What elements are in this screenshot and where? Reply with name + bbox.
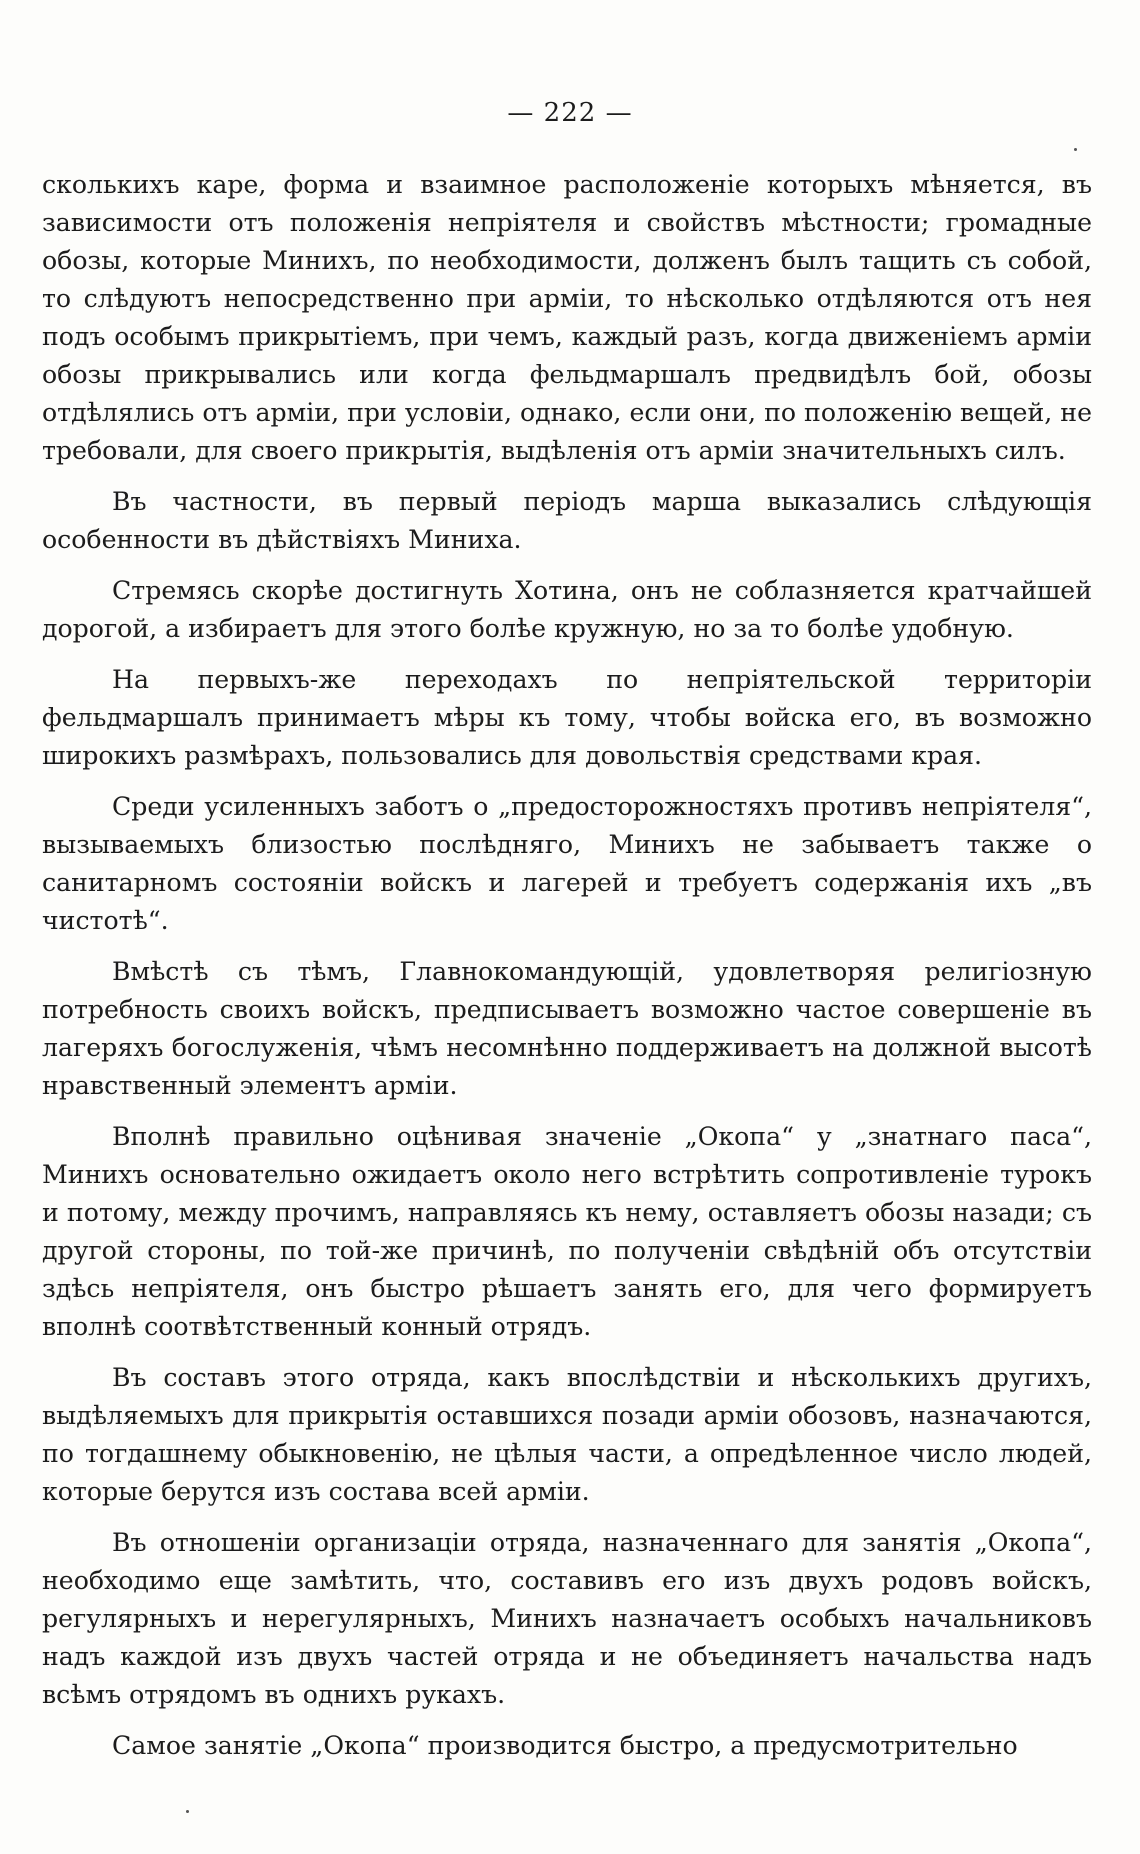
paragraph: Самое занятіе „Окопа“ производится быстро, а предусмотрительно: [112, 1731, 1018, 1760]
paragraph: Въ составъ этого отряда, какъ впослѣдствіи и нѣсколькихъ другихъ, выдѣляемыхъ для прикрытія оставшихся позади арміи обозовъ, назначаются, по тогдашнему обыкновенію, не цѣлыя части, а опредѣленное число людей, которые берутся изъ состава всей арміи.: [42, 1363, 1092, 1506]
paragraph: сколькихъ каре, форма и взаимное расположеніе которыхъ мѣняется, въ зависимости отъ положенія непріятеля и свойствъ мѣстности; громадные обозы, которые Минихъ, по необходимости, долженъ былъ тащить съ собой, то слѣдуютъ непосредственно при арміи, то нѣсколько отдѣляются отъ нея подъ особымъ прикрытіемъ, при чемъ, каждый разъ, когда движеніемъ арміи обозы прикрывались или когда фельдмаршалъ предвидѣлъ бой, обозы отдѣлялись отъ арміи, при условіи, однако, если они, по положенію вещей, не требовали, для своего прикрытія, выдѣленія отъ арміи значительныхъ силъ.: [42, 170, 1092, 465]
paragraph: Въ отношеніи организаціи отряда, назначеннаго для занятія „Окопа“, необходимо еще замѣтить, что, составивъ его изъ двухъ родовъ войскъ, регулярныхъ и нерегулярныхъ, Минихъ назначаетъ особыхъ начальниковъ надъ каждой изъ двухъ частей отряда и не объединяетъ начальства надъ всѣмъ отрядомъ въ однихъ рукахъ.: [42, 1528, 1092, 1709]
paragraph: Вполнѣ правильно оцѣнивая значеніе „Окопа“ у „знатнаго паса“, Минихъ основательно ожидаетъ около него встрѣтить сопротивленіе турокъ и потому, между прочимъ, направляясь къ нему, оставляетъ обозы назади; съ другой стороны, по той-же причинѣ, по полученіи свѣдѣній объ отсутствіи здѣсь непріятеля, онъ быстро рѣшаетъ занять его, для чего формируетъ вполнѣ соотвѣтственный конный отрядъ.: [42, 1122, 1092, 1341]
paragraph: Въ частности, въ первый періодъ марша выказались слѣдующія особенности въ дѣйствіяхъ Миниха.: [42, 487, 1092, 554]
paragraph: Среди усиленныхъ заботъ о „предосторожностяхъ противъ непріятеля“, вызываемыхъ близостью послѣдняго, Минихъ не забываетъ также о санитарномъ состояніи войскъ и лагерей и требуетъ содержанія ихъ „въ чистотѣ“.: [42, 792, 1092, 935]
print-speck: [186, 1810, 189, 1813]
paragraph: Стремясь скорѣе достигнуть Хотина, онъ не соблазняется кратчайшей дорогой, а избираетъ для этого болѣе кружную, но за то болѣе удобную.: [42, 576, 1092, 643]
print-speck: [1074, 148, 1077, 151]
page-number: — 222 —: [507, 98, 633, 128]
paragraph: Вмѣстѣ съ тѣмъ, Главнокомандующій, удовлетворяя религіозную потребность своихъ войскъ, предписываетъ возможно частое совершеніе въ лагеряхъ богослуженія, чѣмъ несомнѣнно поддерживаетъ на должной высотѣ нравственный элементъ арміи.: [42, 957, 1092, 1100]
body-text: [42, 166, 1092, 1765]
paragraph: На первыхъ-же переходахъ по непріятельской территоріи фельдмаршалъ принимаетъ мѣры къ тому, чтобы войска его, въ возможно широкихъ размѣрахъ, пользовались для довольствія средствами края.: [42, 665, 1092, 770]
